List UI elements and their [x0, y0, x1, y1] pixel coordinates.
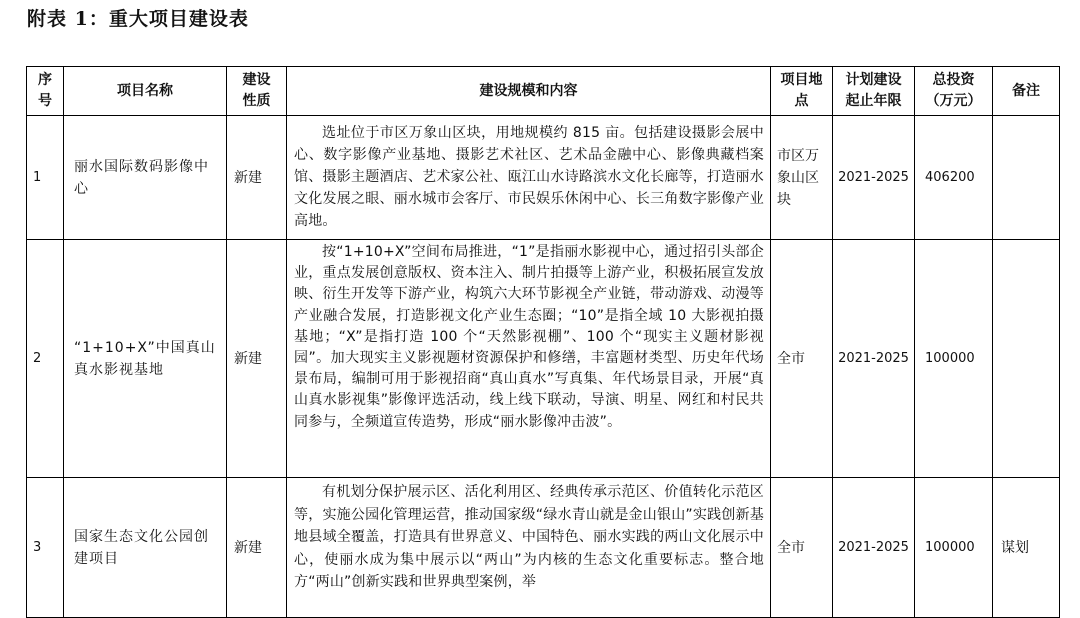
header-location: 项目地点 — [771, 67, 833, 116]
table-row — [27, 478, 1060, 618]
cell-scope — [287, 240, 771, 478]
cell-period: 2021-2025 — [833, 240, 915, 478]
cell-scope — [287, 478, 771, 618]
header-note: 备注 — [993, 67, 1060, 116]
header-period: 计划建设起止年限 — [833, 67, 915, 116]
header-no: 序号 — [27, 67, 64, 116]
cell-name: 国家生态文化公园创建项目 — [64, 478, 227, 618]
cell-location: 市区万象山区块 — [771, 116, 833, 240]
cell-nature: 新建 — [227, 240, 287, 478]
cell-location: 全市 — [771, 478, 833, 618]
header-scope: 建设规模和内容 — [287, 67, 771, 116]
cell-no: 2 — [27, 240, 64, 478]
cell-no: 1 — [27, 116, 64, 240]
cell-investment: 406200 — [915, 116, 993, 240]
scope-text: 有机划分保护展示区、活化利用区、经典传承示范区、价值转化示范区等，实施公园化管理运营，推动国家级“绿水青山就是金山银山”实践创新基地县域全覆盖，打造具有世界意义、中国特色、丽水实践的两山文化展示中心，使丽水成为集中展示以“两山”为内核的生态文化重要标志。整合地方“两山”创新实践和世界典型案例，举 — [294, 484, 764, 591]
cell-note: 谋划 — [993, 478, 1060, 618]
header-name: 项目名称 — [64, 67, 227, 116]
cell-period: 2021-2025 — [833, 116, 915, 240]
scope-text: 选址位于市区万象山区块，用地规模约 815 亩。包括建设摄影会展中心、数字影像产业基地、摄影艺术社区、艺术品金融中心、影像典藏档案馆、摄影主题酒店、艺术家公社、瓯江山水诗路滨水文化长廊等，打造丽水文化发展之眼、丽水城市会客厅、市民娱乐休闲中心、长三角数字影像产业高地。 — [294, 125, 764, 229]
cell-note — [993, 240, 1060, 478]
cell-period: 2021-2025 — [833, 478, 915, 618]
scope-text: 按“1+10+X”空间布局推进，“1”是指丽水影视中心，通过招引头部企业，重点发展创意版权、资本注入、制片拍摄等上游产业，积极拓展宣发放映、衍生开发等下游产业，构筑六大环节影视全产业链，带动游戏、动漫等产业融合发展，打造影视文化产业生态圈；“10”是指全域 10 大影视拍摄基地；“X”是指打造 100 个“天然影视棚”、100 个“现实主义题材影视园”。加大现实主义影视题材资源保护和修缮，丰富题材类型、历史年代场景布局，编制可用于影视招商“真山真水”写真集、年代场景目录，开展“真山真水影视集”影像评选活动，线上线下联动，导演、明星、网红和村民共同参与，全频道宣传造势，形成“丽水影像冲击波”。 — [294, 244, 764, 430]
header-nature: 建设性质 — [227, 67, 287, 116]
table-header-row — [27, 67, 1060, 116]
cell-scope — [287, 116, 771, 240]
cell-name: “1+10+X”中国真山真水影视基地 — [64, 240, 227, 478]
cell-nature: 新建 — [227, 478, 287, 618]
cell-investment: 100000 — [915, 478, 993, 618]
cell-no: 3 — [27, 478, 64, 618]
table-row — [27, 240, 1060, 478]
header-investment: 总投资（万元） — [915, 67, 993, 116]
table-row — [27, 116, 1060, 240]
cell-location: 全市 — [771, 240, 833, 478]
cell-nature: 新建 — [227, 116, 287, 240]
projects-table — [26, 66, 1060, 618]
cell-name: 丽水国际数码影像中心 — [64, 116, 227, 240]
cell-note — [993, 116, 1060, 240]
page-title: 附表 1：重大项目建设表 — [27, 8, 249, 30]
cell-investment: 100000 — [915, 240, 993, 478]
